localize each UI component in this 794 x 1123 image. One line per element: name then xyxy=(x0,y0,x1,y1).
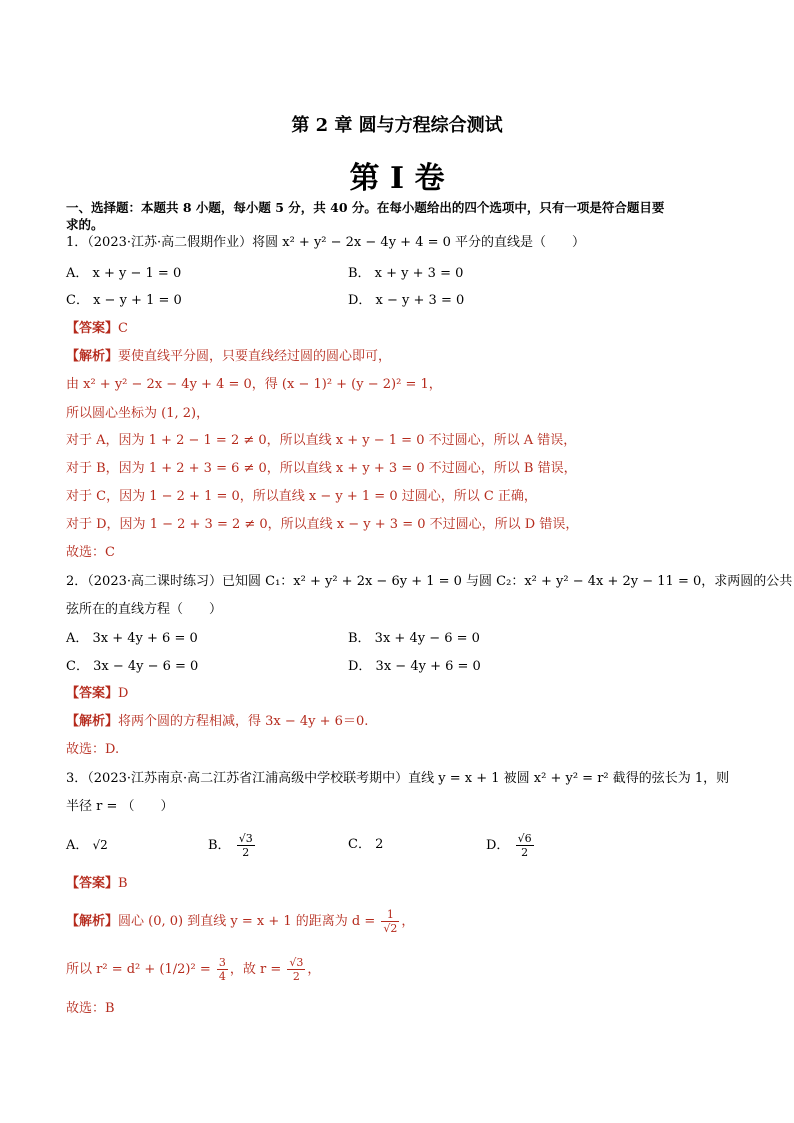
answer-label: 【答案】 xyxy=(66,876,119,891)
q3-answer xyxy=(66,875,128,893)
q3-analysis-1-pre: 圆心 (0, 0) 到直线 y = x + 1 的距离为 d = xyxy=(118,914,376,929)
q3-option-d-prefix: D． xyxy=(486,838,510,853)
q3-analysis-2-fraction-b xyxy=(287,956,305,983)
q3-stem-line-2: 半径 r = （ ） xyxy=(66,799,174,814)
volume-title: 第 I 卷 xyxy=(349,161,445,196)
q3-analysis-2-pre: 所以 r² = d² + (1/2)² = xyxy=(66,962,211,977)
q3-option-a xyxy=(66,836,108,855)
q3-conclusion: 故选：B xyxy=(66,1001,115,1016)
q1-option-a: A． x + y − 1 = 0 xyxy=(66,266,182,281)
answer-label: 【答案】 xyxy=(66,686,119,701)
q2-conclusion: 故选：D. xyxy=(66,742,120,757)
q3-option-d-fraction xyxy=(516,832,534,859)
q3-option-b-fraction xyxy=(237,832,255,859)
q3-answer-value: B xyxy=(118,876,128,891)
q3-analysis-1-post: ， xyxy=(401,914,415,929)
q2-option-d: D． 3x − 4y + 6 = 0 xyxy=(348,659,481,674)
q3-option-b-denominator: 2 xyxy=(242,846,250,859)
q3-analysis-2-fraction-a xyxy=(217,956,228,983)
q3-analysis-1-denominator: √2 xyxy=(383,922,398,935)
q3-option-d-numerator: √6 xyxy=(517,832,532,845)
q3-analysis-2-denominator-b: 2 xyxy=(292,970,300,983)
q3-option-c: C． 2 xyxy=(348,837,384,852)
q3-analysis-2-numerator-a: 3 xyxy=(218,956,226,969)
q3-analysis-line-2 xyxy=(66,950,320,990)
q1-analysis-text-1: 要使直线平分圆，只要直线经过圆的圆心即可， xyxy=(118,349,392,364)
q2-answer-value: D xyxy=(118,686,129,701)
q1-analysis-line-5: 对于 B，因为 1 + 2 + 3 = 6 ≠ 0，所以直线 x + y + 3 = 0 不过圆心，所以 B 错误， xyxy=(66,461,577,476)
analysis-label: 【解析】 xyxy=(66,349,119,364)
q1-analysis-line-7: 对于 D，因为 1 − 2 + 3 = 2 ≠ 0，所以直线 x − y + 3 = 0 不过圆心，所以 D 错误， xyxy=(66,517,579,532)
page-title: 第 2 章 圆与方程综合测试 xyxy=(291,115,503,136)
q3-analysis-1-numerator: 1 xyxy=(381,908,399,922)
analysis-label: 【解析】 xyxy=(66,914,119,929)
q3-option-d-denominator: 2 xyxy=(521,846,529,859)
q3-option-b-numerator: √3 xyxy=(238,832,253,845)
q1-answer-value: C xyxy=(118,321,128,336)
q2-analysis xyxy=(66,713,368,731)
q3-option-b-prefix: B． xyxy=(208,838,231,853)
q1-stem: 1．（2023·江苏·高二假期作业）将圆 x² + y² − 2x − 4y + 4 = 0 平分的直线是（ ） xyxy=(66,235,586,250)
q1-option-b: B． x + y + 3 = 0 xyxy=(348,266,464,281)
q3-analysis-2-denominator-a: 4 xyxy=(218,970,226,983)
q1-option-d: D． x − y + 3 = 0 xyxy=(348,293,465,308)
q3-analysis-1-fraction xyxy=(381,908,399,935)
q1-analysis-line-1 xyxy=(66,348,391,366)
q2-option-c: C． 3x − 4y − 6 = 0 xyxy=(66,659,199,674)
q2-option-a: A． 3x + 4y + 6 = 0 xyxy=(66,631,198,646)
q1-answer xyxy=(66,320,128,338)
q2-answer xyxy=(66,685,128,703)
q1-analysis-line-4: 对于 A，因为 1 + 2 − 1 = 2 ≠ 0，所以直线 x + y − 1 = 0 不过圆心，所以 A 错误， xyxy=(66,433,577,448)
q3-option-a-value: √2 xyxy=(92,838,108,852)
q3-option-d xyxy=(486,826,536,866)
q2-analysis-text: 将两个圆的方程相减，得 3x − 4y + 6＝0. xyxy=(118,714,369,729)
q3-option-b xyxy=(208,826,257,866)
q1-option-c: C． x − y + 1 = 0 xyxy=(66,293,182,308)
q3-analysis-2-mid: ，故 r = xyxy=(229,962,282,977)
q1-analysis-line-3: 所以圆心坐标为 (1, 2)， xyxy=(66,406,210,421)
q3-stem-line-1: 3．（2023·江苏南京·高二江苏省江浦高级中学校联考期中）直线 y = x + 1 被圆 x² + y² = r² 截得的弦长为 1，则 xyxy=(66,771,730,786)
section-instructions-line-2: 求的。 xyxy=(66,217,104,232)
q1-analysis-line-6: 对于 C，因为 1 − 2 + 1 = 0，所以直线 x − y + 1 = 0 过圆心，所以 C 正确， xyxy=(66,489,537,504)
q3-option-a-prefix: A． xyxy=(66,838,89,853)
q2-stem-line-1: 2．（2023·高二课时练习）已知圆 C₁：x² + y² + 2x − 6y + 1 = 0 与圆 C₂：x² + y² − 4x + 2y − 11 = 0，求两圆的公共 xyxy=(66,574,793,589)
q3-analysis-2-post: ， xyxy=(307,962,321,977)
q2-stem-line-2: 弦所在的直线方程（ ） xyxy=(66,602,223,617)
section-instructions-line-1: 一、选择题：本题共 8 小题，每小题 5 分，共 40 分。在每小题给出的四个选项中，只有一项是符合题目要 xyxy=(66,200,665,215)
q1-conclusion: 故选：C xyxy=(66,545,115,560)
q3-analysis-2-numerator-b: √3 xyxy=(289,956,304,969)
answer-label: 【答案】 xyxy=(66,321,119,336)
analysis-label: 【解析】 xyxy=(66,714,119,729)
q3-analysis-line-1 xyxy=(66,902,414,942)
q1-analysis-line-2: 由 x² + y² − 2x − 4y + 4 = 0，得 (x − 1)² + (y − 2)² = 1， xyxy=(66,377,442,392)
q2-option-b: B． 3x + 4y − 6 = 0 xyxy=(348,631,480,646)
